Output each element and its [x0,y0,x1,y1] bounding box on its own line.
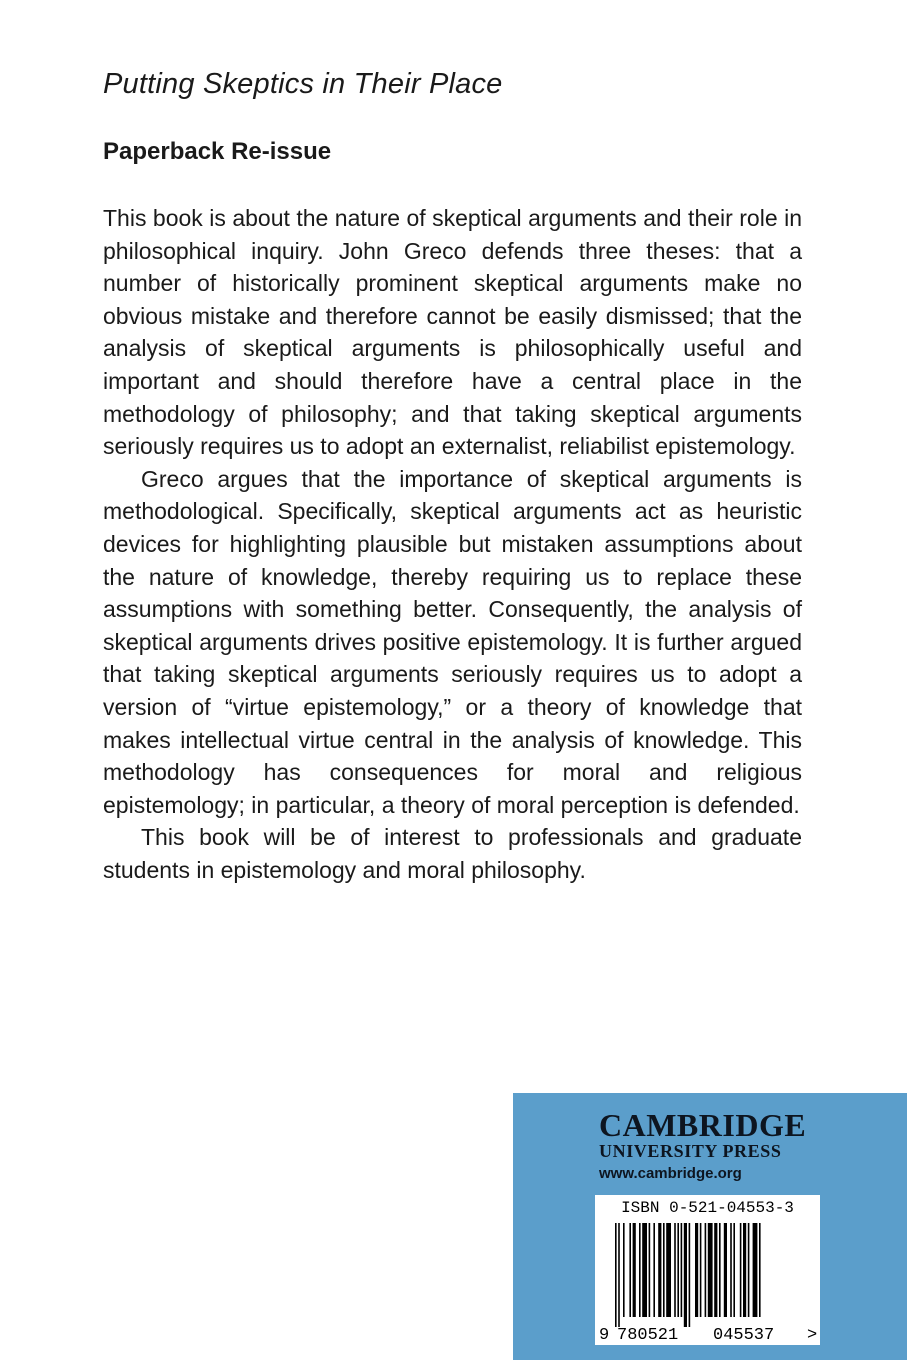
barcode-bar [623,1223,625,1317]
barcode-bar [663,1223,665,1317]
barcode-panel [595,1195,820,1345]
barcode-bar [748,1223,750,1317]
barcode-bar [615,1223,617,1327]
barcode-bar [759,1223,761,1317]
barcode-bar [730,1223,732,1317]
publisher-panel [513,1093,907,1360]
barcode-bar [714,1223,717,1317]
barcode-bar [684,1223,687,1327]
book-description [103,202,802,886]
description-paragraph: This book will be of interest to professionals and graduate students in epistemology and moral philosophy. [103,824,802,883]
barcode-lead-digit: 9 [599,1326,610,1345]
barcode-bar [743,1223,746,1317]
barcode-bar [649,1223,651,1317]
barcode-bar [689,1223,691,1327]
barcode-bar [753,1223,758,1317]
barcode-bar [618,1223,620,1327]
barcode-bar [653,1223,655,1317]
barcode-bar [733,1223,735,1317]
description-paragraph: Greco argues that the importance of skeptical arguments is methodological. Specifically, skeptical arguments act as heuristic devices for highlighting plausible but mistaken assumptions about the nature of knowledge, thereby requiring us to replace these assumptions with something better. Consequently, the analysis of skeptical arguments drives positive epistemology. It is further argued that taking skeptical arguments seriously requires us to adopt a version of “virtue epistemology,” or a theory of knowledge that makes intellectual virtue central in the analysis of knowledge. This methodology has consequences for moral and religious epistemology; in particular, a theory of moral perception is defended. [103,465,802,818]
barcode-icon [595,1221,820,1345]
publisher-subname: UNIVERSITY PRESS [599,1141,782,1161]
barcode-bar [642,1223,647,1317]
barcode-bar [639,1223,641,1317]
barcode-bar [666,1223,671,1317]
barcode-bar [633,1223,636,1317]
barcode-bar [658,1223,661,1317]
barcode-bar [677,1223,679,1317]
barcode-bar [719,1223,721,1317]
barcode-bar [629,1223,631,1317]
barcode-bar [681,1223,683,1317]
publisher-url: www.cambridge.org [599,1165,742,1182]
barcode-right-digits: 045537 [713,1326,775,1345]
barcode-left-digits: 780521 [617,1326,679,1345]
book-title: Putting Skeptics in Their Place [103,68,503,100]
barcode-bar [695,1223,698,1317]
isbn-label: ISBN 0-521-04553-3 [621,1199,794,1217]
barcode-end-mark: > [807,1326,818,1345]
barcode-bar [705,1223,707,1317]
barcode-bar [740,1223,742,1317]
barcode-bar [700,1223,702,1317]
barcode-bar [674,1223,676,1317]
barcode-bar [724,1223,727,1317]
description-paragraph: This book is about the nature of skeptical arguments and their role in philosophical inquiry. John Greco defends three theses: that a number of historically prominent skeptical arguments make no obvious mistake and therefore cannot be easily dismissed; that the analysis of skeptical arguments is philosophically useful and important and should therefore have a central place in the methodology of philosophy; and that taking skeptical arguments seriously requires us to adopt an externalist, reliabilist epistemology. [103,205,802,460]
barcode-bar [708,1223,713,1317]
edition-heading: Paperback Re-issue [103,138,332,165]
publisher-name: CAMBRIDGE [599,1107,807,1143]
